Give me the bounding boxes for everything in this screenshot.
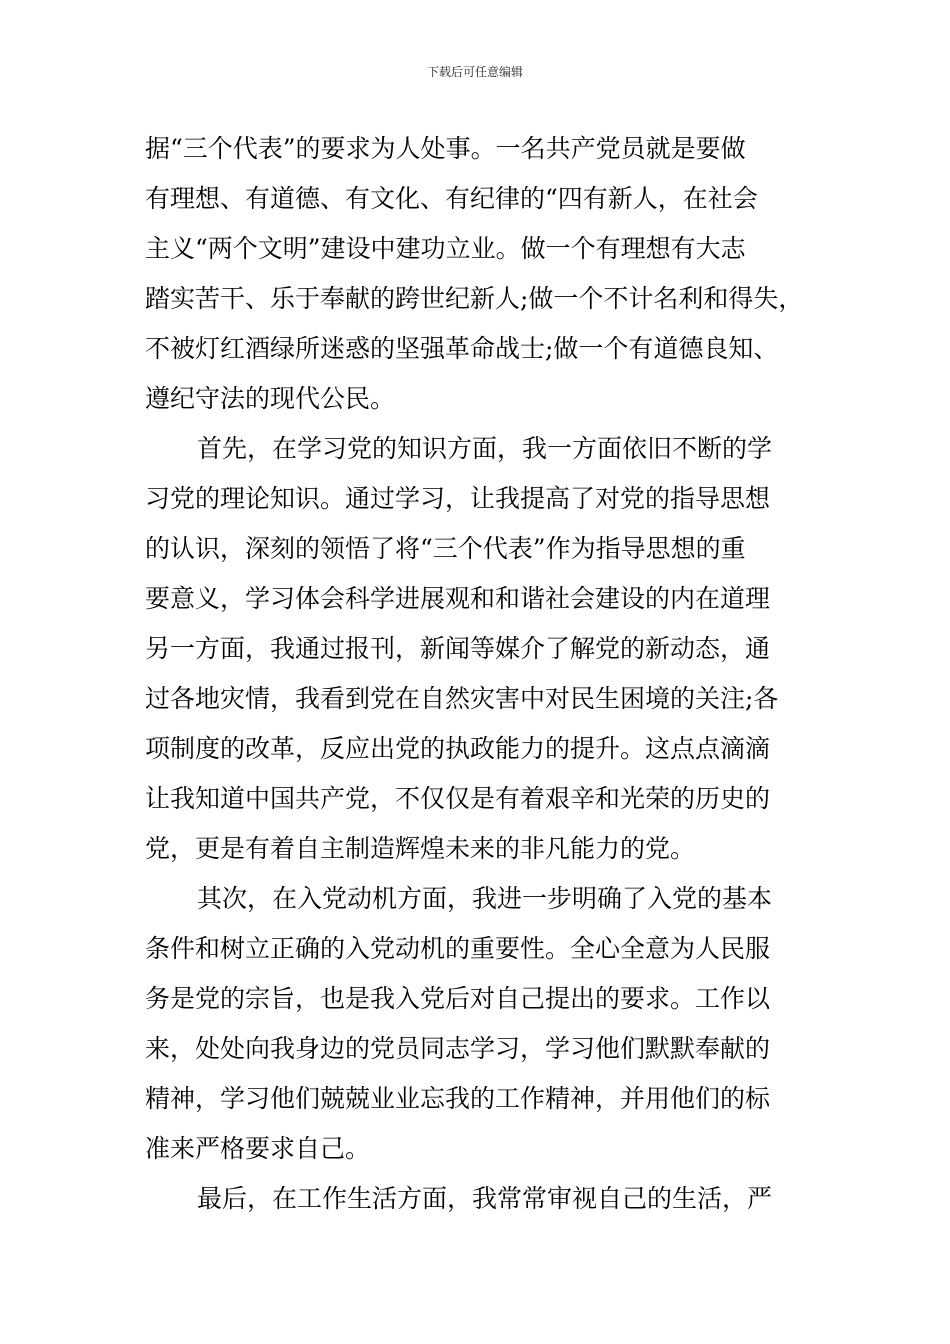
paragraph-first-line: 首先，在学习党的知识方面，我一方面依旧不断的学 [197, 434, 773, 463]
text-line: 让我知道中国共产党，不仅仅是有着艰辛和光荣的历史的 [145, 784, 771, 813]
text-line: 精神，学习他们兢兢业业忘我的工作精神，并用他们的标 [145, 1084, 771, 1113]
text-line: 要意义，学习体会科学进展观和和谐社会建设的内在道理 [145, 584, 771, 613]
page-header: 下载后可任意编辑 [426, 65, 523, 79]
text-line: 来，处处向我身边的党员同志学习，学习他们默默奉献的 [145, 1034, 771, 1063]
text-line: 踏实苦干、乐于奉献的跨世纪新人;做一个不计名利和得失， [145, 284, 804, 313]
text-line: 主义“两个文明”建设中建功立业。做一个有理想有大志 [145, 234, 746, 263]
text-line: 遵纪守法的现代公民。 [145, 384, 396, 413]
text-line: 习党的理论知识。通过学习，让我提高了对党的指导思想 [145, 484, 771, 513]
document-body [145, 124, 810, 1224]
paragraph-first-line: 最后，在工作生活方面，我常常审视自己的生活，严 [197, 1184, 773, 1213]
text-line: 不被灯红酒绿所迷惑的坚强革命战士;做一个有道德良知、 [145, 334, 779, 363]
text-line: 党，更是有着自主制造辉煌未来的非凡能力的党。 [145, 834, 696, 863]
text-line: 有理想、有道德、有文化、有纪律的“四有新人，在社会 [145, 184, 758, 213]
text-line: 据“三个代表”的要求为人处事。一名共产党员就是要做 [145, 134, 746, 163]
paragraph-first-line: 其次，在入党动机方面，我进一步明确了入党的基本 [197, 884, 773, 913]
text-line: 项制度的改革，反应出党的执政能力的提升。这点点滴滴 [145, 734, 771, 763]
text-line: 过各地灾情，我看到党在自然灾害中对民生困境的关注;各 [145, 684, 779, 713]
text-line: 的认识，深刻的领悟了将“三个代表”作为指导思想的重 [145, 534, 746, 563]
text-line: 准来严格要求自己。 [145, 1134, 371, 1163]
text-line: 条件和树立正确的入党动机的重要性。全心全意为人民服 [145, 934, 771, 963]
text-line: 务是党的宗旨，也是我入党后对自己提出的要求。工作以 [145, 984, 771, 1013]
text-line: 另一方面，我通过报刊，新闻等媒介了解党的新动态，通 [145, 634, 771, 663]
